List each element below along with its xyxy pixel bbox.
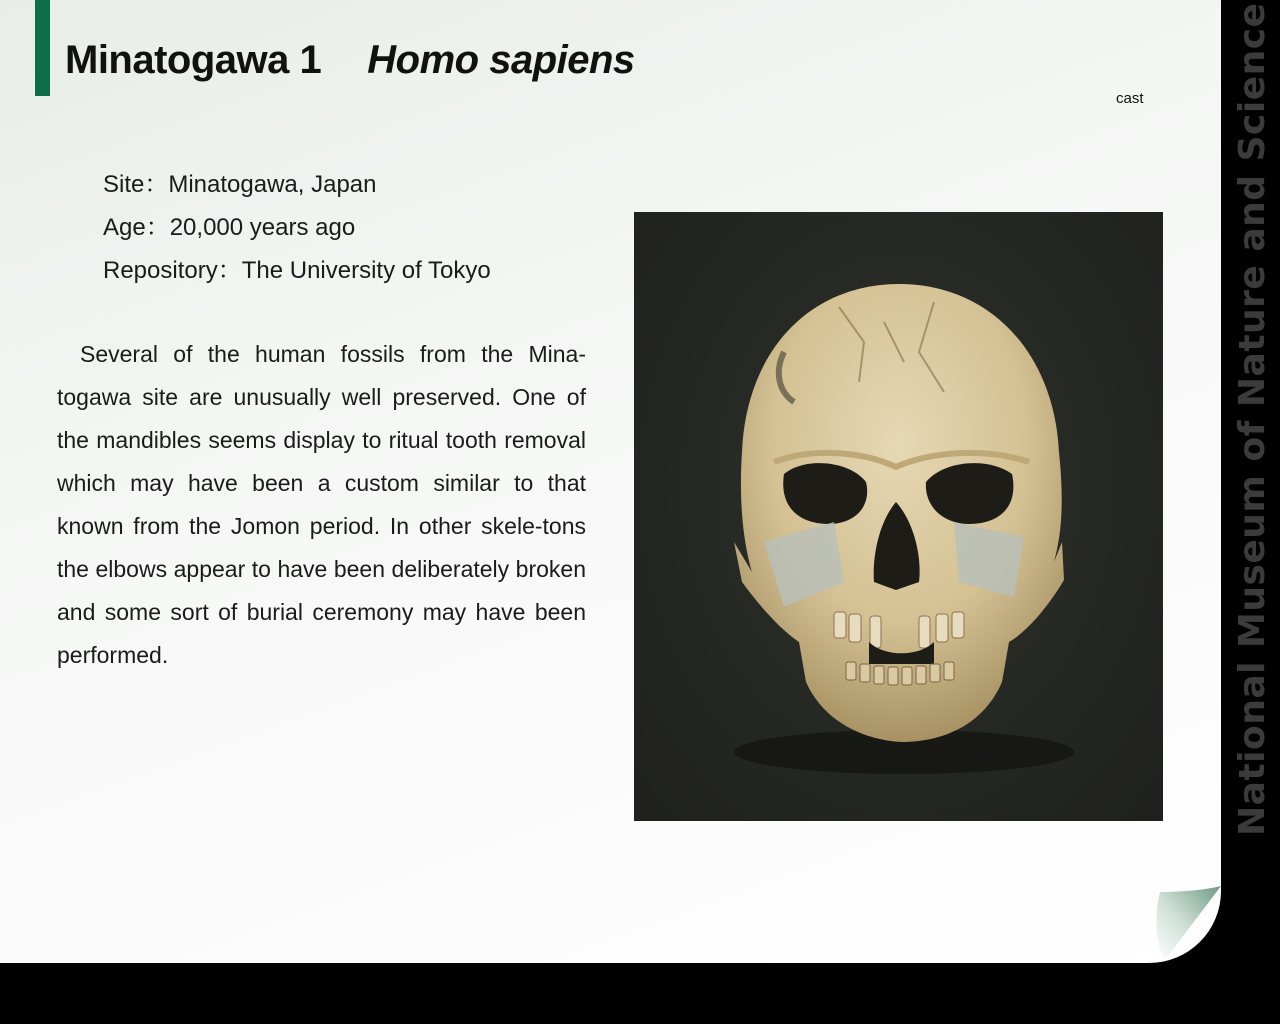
age-info: Age：20,000 years ago bbox=[103, 214, 356, 241]
skull-photo bbox=[634, 212, 1163, 821]
repository-info: Repository：The University of Tokyo bbox=[103, 257, 491, 284]
specimen-info bbox=[103, 163, 491, 292]
museum-banner: National Museum of Nature and Science bbox=[1232, 2, 1273, 836]
accent-bar bbox=[35, 0, 50, 96]
specimen-name: Minatogawa 1 bbox=[65, 38, 322, 82]
site-info: Site：Minatogawa, Japan bbox=[103, 171, 377, 198]
page-curl-icon bbox=[1135, 880, 1225, 970]
page-title bbox=[65, 38, 635, 83]
species-name: Homo sapiens bbox=[367, 38, 635, 82]
description-text: Several of the human fossils from the Mina-togawa site are unusually well preserved. One of the mandibles seems display to ritual tooth removal which may have been a custom similar to that known from the Jomon period. In other skele-tons the elbows appear to have been deliberately broken and some sort of burial ceremony may have been performed. bbox=[57, 341, 586, 668]
skull-icon bbox=[634, 212, 1163, 821]
cast-label: cast bbox=[1116, 90, 1144, 107]
